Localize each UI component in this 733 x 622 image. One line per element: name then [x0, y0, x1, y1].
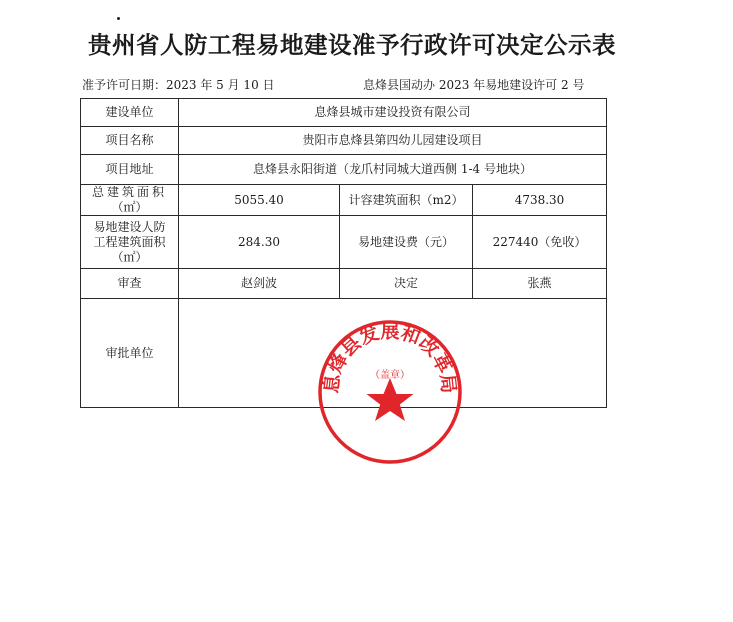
reviewer-name: 赵剑波 — [179, 269, 340, 299]
offsite-area-label — [81, 216, 179, 269]
far-area-label: 计容建筑面积（m2） — [340, 185, 473, 216]
offsite-area-label-line1: 易地建设人防 — [93, 219, 166, 234]
offsite-area-value: 284.30 — [179, 216, 340, 269]
star-icon — [367, 378, 414, 421]
offsite-area-label-line3: （㎡） — [111, 249, 148, 264]
seal-arc-text: 息烽县发展和改革局 — [320, 320, 460, 395]
unit-label: 建设单位 — [81, 99, 179, 127]
table-row — [81, 155, 607, 185]
seal-center-text: （盖章） — [370, 370, 410, 381]
table-row — [81, 269, 607, 299]
table-row — [81, 99, 607, 127]
total-area-value: 5055.40 — [179, 185, 340, 216]
review-label: 审查 — [81, 269, 179, 299]
table-row — [81, 216, 607, 269]
permit-date: 准予许可日期：2023 年 5 月 10 日 — [82, 78, 275, 92]
table-row — [81, 185, 607, 216]
unit-value: 息烽县城市建设投资有限公司 — [179, 99, 607, 127]
project-name-value: 贵阳市息烽县第四幼儿园建设项目 — [179, 127, 607, 155]
total-area-label-line1: 总建筑面积 — [91, 185, 167, 199]
official-seal — [316, 318, 464, 466]
project-address-label: 项目地址 — [81, 155, 179, 185]
fee-label: 易地建设费（元） — [340, 216, 473, 269]
approval-unit-label: 审批单位 — [81, 299, 179, 408]
decider-name: 张燕 — [473, 269, 607, 299]
project-address-value: 息烽县永阳街道（龙爪村同城大道西侧 1-4 号地块） — [179, 155, 607, 185]
fee-value: 227440（免收） — [473, 216, 607, 269]
total-area-label — [81, 185, 179, 216]
total-area-label-line2: （㎡） — [111, 200, 148, 214]
far-area-value: 4738.30 — [473, 185, 607, 216]
decision-label: 决定 — [340, 269, 473, 299]
permit-number: 息烽县国动办 2023 年易地建设许可 2 号 — [363, 78, 585, 92]
page-title: 贵州省人防工程易地建设准予行政许可决定公示表 — [88, 31, 616, 59]
ink-dot — [117, 17, 120, 20]
table-row — [81, 127, 607, 155]
offsite-area-label-line2: 工程建筑面积 — [93, 234, 166, 249]
project-name-label: 项目名称 — [81, 127, 179, 155]
